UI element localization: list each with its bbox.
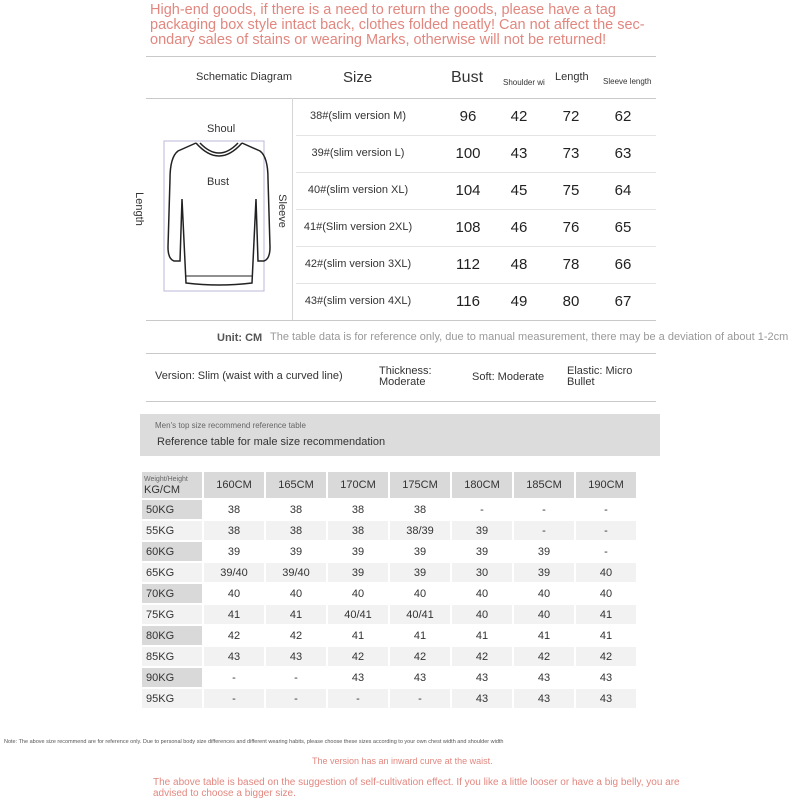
size-cell: 30 [452,563,512,582]
table-row [142,605,636,624]
size-cell: 38/39 [390,521,450,540]
height-header: 175CM [390,472,450,498]
size-cell: 39/40 [266,563,326,582]
shoulder-value: 43 [510,145,528,162]
size-cell: - [390,689,450,708]
size-cell: - [576,542,636,561]
table-row [142,500,636,519]
size-cell: 39/40 [204,563,264,582]
size-cell: - [452,500,512,519]
size-cell: 42 [328,647,388,666]
size-label: 41#(Slim version 2XL) [303,221,413,233]
size-cell: 38 [204,500,264,519]
size-note: Note: The above size recommend are for reference only. Due to personal body size differences and different wearing habits, please choose these sizes according to your own chest width and shoulder width [4,739,504,745]
size-cell: 41 [576,605,636,624]
size-cell: 43 [576,668,636,687]
table-row [142,689,636,708]
size-cell: - [266,668,326,687]
table-row [142,626,636,645]
bust-value: 112 [456,256,480,273]
header-size: Size [343,69,373,86]
height-header: 190CM [576,472,636,498]
size-cell: 40 [204,584,264,603]
size-cell: 42 [266,626,326,645]
size-cell: 42 [514,647,574,666]
size-cell: - [266,689,326,708]
weight-cell: 65KG [142,563,202,582]
diagram-label-shoulder: Shoul [207,123,236,135]
bust-value: 116 [456,293,480,310]
size-cell: - [204,668,264,687]
table-row [142,584,636,603]
table-row [142,563,636,582]
height-header: 185CM [514,472,574,498]
thickness-info: Thickness: Moderate [379,365,432,388]
size-cell: 41 [328,626,388,645]
size-cell: 38 [328,500,388,519]
row-divider [296,135,656,136]
size-cell: 40 [452,584,512,603]
table-row [142,647,636,666]
size-label: 42#(slim version 3XL) [304,258,412,270]
size-recommendation-table [140,470,638,710]
size-label: 43#(slim version 4XL) [304,295,412,307]
weight-cell: 80KG [142,626,202,645]
recommend-subtitle: Men's top size recommend reference table [155,421,306,430]
size-cell: 40 [576,563,636,582]
shoulder-value: 46 [510,219,528,236]
return-notice: High-end goods, if there is a need to return the goods, please have a tag packaging box style intact back, clothes folded neatly! Can not affect the sec-ondary sales of stains or wearing Marks, otherwise will not be returned! [150,2,645,48]
version-info: Version: Slim (waist with a curved line) [155,370,343,382]
size-cell: 39 [328,542,388,561]
size-cell: 40 [576,584,636,603]
size-cell: 39 [452,521,512,540]
size-cell: - [576,500,636,519]
height-header: 180CM [452,472,512,498]
size-cell: 42 [452,647,512,666]
header-shoulder: Shoulder wi [503,78,545,87]
weight-cell: 85KG [142,647,202,666]
size-cell: 43 [452,689,512,708]
size-cell: 42 [204,626,264,645]
weight-cell: 55KG [142,521,202,540]
size-cell: 43 [514,689,574,708]
size-cell: 40 [266,584,326,603]
weight-cell: 70KG [142,584,202,603]
shoulder-value: 45 [510,182,528,199]
shoulder-value: 49 [510,293,528,310]
header-length: Length [555,71,589,83]
header-sleeve: Sleeve length [603,77,652,86]
size-cell: 40/41 [390,605,450,624]
column-divider [292,98,293,320]
weight-cell: 90KG [142,668,202,687]
size-cell: 41 [390,626,450,645]
waist-curve-note: The version has an inward curve at the waist. [312,756,493,766]
diagram-label-length: Length [132,192,145,226]
size-cell: 40/41 [328,605,388,624]
sleeve-value: 67 [614,293,632,310]
measurement-disclaimer: The table data is for reference only, due to manual measurement, there may be a deviation of about 1-2cm [270,331,789,343]
length-value: 80 [562,293,580,310]
diagram-label-sleeve: Sleeve [275,194,288,228]
size-cell: 42 [390,647,450,666]
sleeve-value: 66 [614,256,632,273]
height-header: 165CM [266,472,326,498]
corner-header [142,472,202,498]
table-header-row [142,472,636,498]
size-cell: 43 [576,689,636,708]
recommend-title: Reference table for male size recommendation [157,436,386,448]
shoulder-value: 48 [510,256,528,273]
size-cell: 39 [204,542,264,561]
size-cell: 38 [266,521,326,540]
size-cell: - [514,500,574,519]
size-cell: - [576,521,636,540]
length-value: 76 [562,219,580,236]
size-cell: 41 [514,626,574,645]
length-value: 73 [562,145,580,162]
row-divider [296,283,656,284]
size-cell: 38 [204,521,264,540]
size-cell: 41 [266,605,326,624]
size-cell: 39 [390,563,450,582]
sleeve-value: 64 [614,182,632,199]
size-cell: 41 [576,626,636,645]
size-cell: 43 [266,647,326,666]
corner-bottom: KG/CM [144,484,181,496]
size-cell: 40 [514,584,574,603]
sleeve-value: 62 [614,108,632,125]
size-cell: 43 [390,668,450,687]
divider [146,320,656,321]
diagram-label-bust: Bust [207,176,230,188]
softness-info: Soft: Moderate [472,371,545,383]
size-cell: 39 [514,563,574,582]
size-cell: 43 [452,668,512,687]
divider [146,56,656,57]
size-advice: The above table is based on the suggestion of self-cultivation effect. If you like a little looser or have a big belly, you are advised to choose a bigger size. [153,777,680,799]
length-value: 75 [562,182,580,199]
height-header: 160CM [204,472,264,498]
weight-cell: 50KG [142,500,202,519]
size-cell: 38 [328,521,388,540]
shoulder-value: 42 [510,108,528,125]
table-row [142,542,636,561]
weight-cell: 60KG [142,542,202,561]
size-cell: 41 [452,626,512,645]
size-cell: 43 [204,647,264,666]
weight-cell: 95KG [142,689,202,708]
sleeve-value: 63 [614,145,632,162]
size-cell: 39 [514,542,574,561]
bust-value: 104 [455,182,481,199]
size-cell: 42 [576,647,636,666]
bust-value: 108 [455,219,481,236]
size-cell: 39 [390,542,450,561]
size-cell: 38 [266,500,326,519]
size-cell: - [204,689,264,708]
divider [146,401,656,402]
size-cell: 40 [328,584,388,603]
size-cell: 39 [328,563,388,582]
divider [146,353,656,354]
row-divider [296,246,656,247]
bust-value: 96 [459,108,477,125]
size-cell: 43 [514,668,574,687]
sleeve-value: 65 [614,219,632,236]
size-cell: 41 [204,605,264,624]
row-divider [296,209,656,210]
size-cell: 40 [452,605,512,624]
height-header: 170CM [328,472,388,498]
elasticity-info: Elastic: Micro Bullet [567,365,633,388]
size-cell: 39 [266,542,326,561]
size-cell: 43 [328,668,388,687]
table-row [142,668,636,687]
table-row [142,521,636,540]
size-cell: 40 [514,605,574,624]
row-divider [296,172,656,173]
length-value: 72 [562,108,580,125]
header-schematic: Schematic Diagram [196,71,292,83]
bust-value: 100 [455,145,481,162]
size-cell: 39 [452,542,512,561]
weight-cell: 75KG [142,605,202,624]
corner-top: Weight/Height [144,476,188,483]
size-label: 38#(slim version M) [310,110,406,122]
size-label: 39#(slim version L) [311,147,405,159]
length-value: 78 [562,256,580,273]
size-cell: - [328,689,388,708]
unit-label: Unit: CM [217,332,263,344]
header-bust: Bust [451,69,484,86]
size-label: 40#(slim version XL) [307,184,409,196]
size-cell: 38 [390,500,450,519]
size-cell: - [514,521,574,540]
size-cell: 40 [390,584,450,603]
